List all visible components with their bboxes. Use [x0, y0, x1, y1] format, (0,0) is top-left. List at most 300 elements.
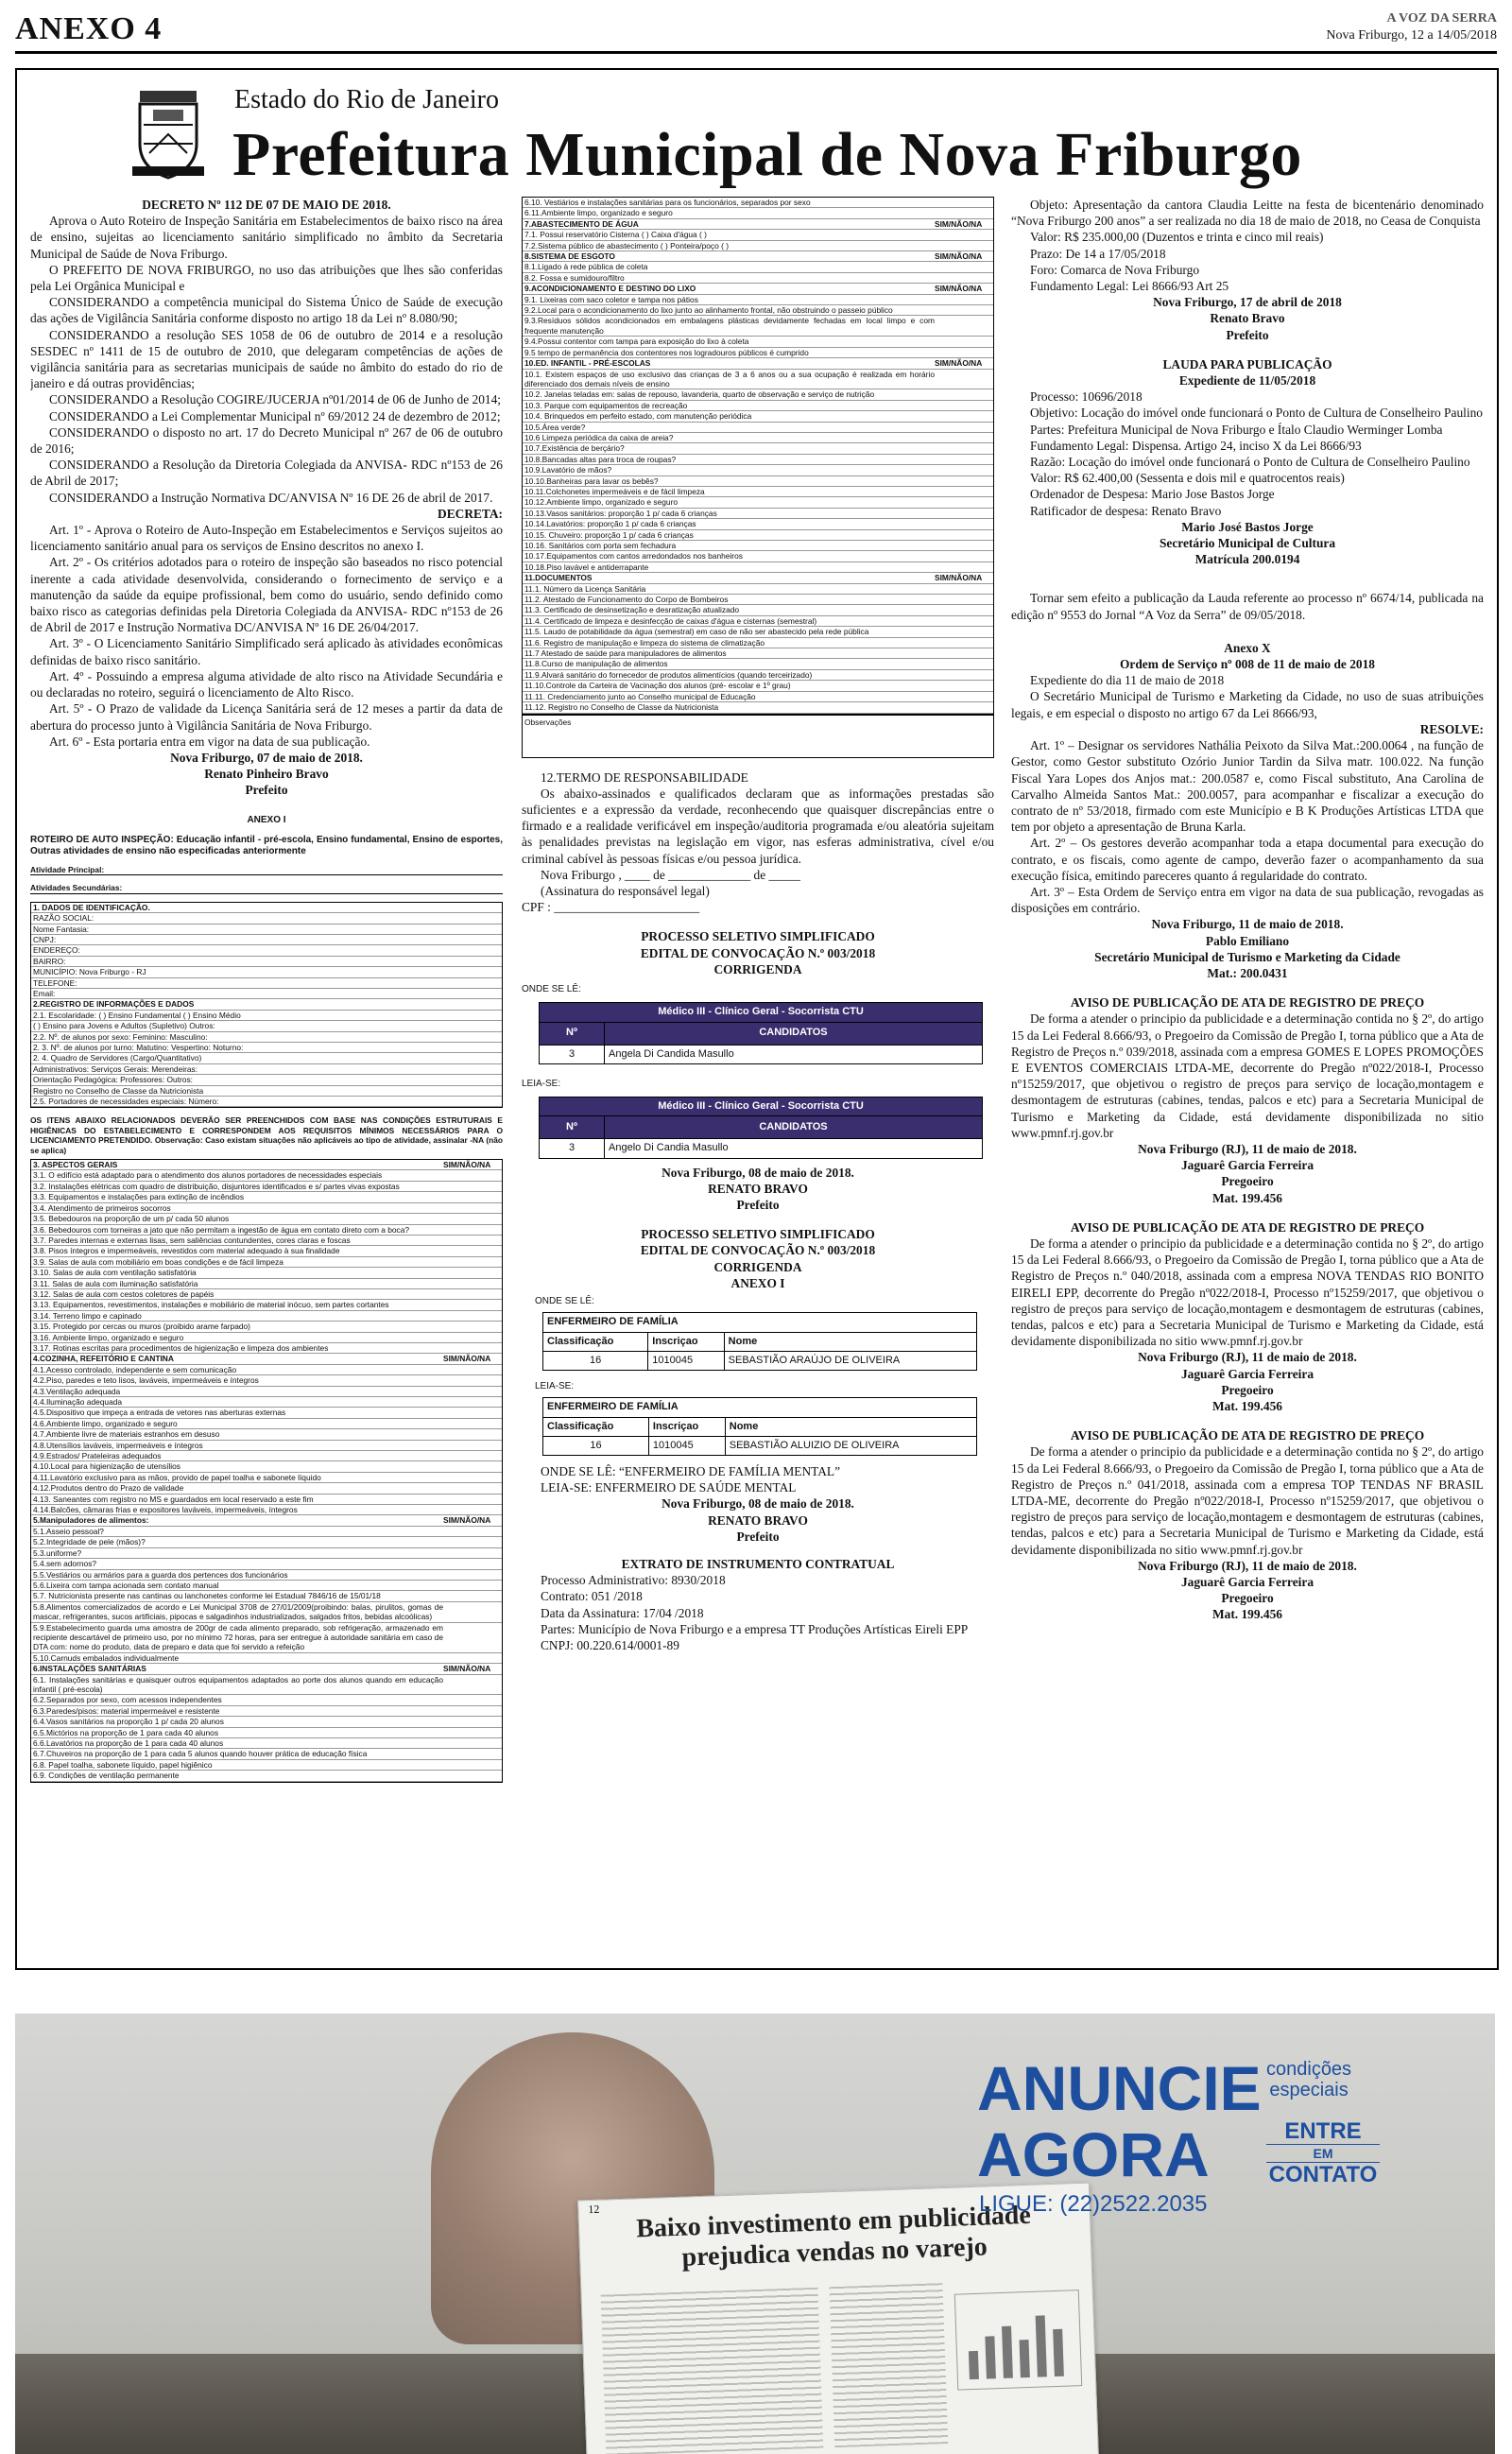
checklist-row [31, 1257, 502, 1268]
checklist-row [523, 605, 993, 615]
checklist-row [523, 316, 993, 337]
checklist-item-status [443, 1581, 500, 1590]
aviso2-title: AVISO DE PUBLICAÇÃO DE ATA DE REGISTRO DE PREÇO [1070, 1219, 1425, 1235]
checklist-item-status [935, 659, 991, 668]
form-row: Orientação Pedagógica: Professores: Outros: [31, 1075, 502, 1085]
checklist-item-label: 9.1. Lixeiras com saco coletor e tampa nos pátios [524, 294, 698, 304]
checklist-item-label: 3.15. Protegido por cercas ou muros (proibido arame farpado) [33, 1322, 250, 1332]
checklist-item-label: 3.6. Bebedouros com torneiras a jato que não permitam a ingestão de água em contato direto com a boca? [33, 1224, 410, 1235]
checklist-item-status [443, 1375, 500, 1385]
decree-title: DECRETO Nº 112 DE 07 DE MAIO DE 2018. [142, 198, 391, 212]
checklist-item-status [935, 497, 991, 507]
ps1-signer: RENATO BRAVO [708, 1181, 808, 1196]
form-row: 1. DADOS DE IDENTIFICAÇÃO. [31, 903, 502, 913]
checklist-row [31, 1548, 502, 1559]
checklist-item-status [443, 1408, 500, 1417]
checklist-row [523, 530, 993, 541]
ad-newspaper-headline: Baixo investimento em publicidade prejudica vendas no varejo [635, 2200, 1032, 2273]
checklist-item-status [443, 1728, 500, 1737]
checklist-item-status [935, 648, 991, 658]
checklist-item-label: 8.1.Ligado à rede pública de coleta [524, 262, 648, 272]
checklist-item-label: 6.5.Mictórios na proporção de 1 para cada 40 alunos [33, 1727, 219, 1737]
checklist-item-label: 6.8. Papel toalha, sabonete líquido, papel higiênico [33, 1759, 213, 1770]
obj-date: Nova Friburgo, 17 de abril de 2018 [1153, 295, 1342, 310]
ps1-corrigenda: CORRIGENDA [713, 961, 802, 976]
checklist-row [523, 455, 993, 465]
checklist-item-status [443, 1311, 500, 1321]
checklist-item-status [935, 519, 991, 528]
checklist-row [31, 1738, 502, 1749]
ps1-row-num: 3 [540, 1139, 605, 1158]
checklist-item-label: 4.9.Estrados/ Prateleiras adequados [33, 1451, 162, 1461]
checklist-item-status: SIM/NÃO/NA [443, 1160, 491, 1170]
checklist-row [523, 208, 993, 218]
checklist-item-label: 5.6.Lixeira com tampa acionada sem contato manual [33, 1580, 219, 1590]
checklist-item-status [443, 1483, 500, 1493]
checklist-item-status [935, 262, 991, 271]
checklist-item-label: 11.12. Registro no Conselho de Classe da Nutricionista [524, 702, 719, 713]
ps2-col-insc: Inscriçao [648, 1417, 725, 1436]
checklist-item-label: 7.1. Possui reservatório Cisterna ( ) Caixa d'água ( ) [524, 230, 707, 240]
ps1-col-candidatos: CANDIDATOS [605, 1116, 983, 1139]
checklist-item-label: 5.4.sem adornos? [33, 1559, 97, 1569]
form-row: Email: [31, 989, 502, 999]
extrato-line: CNPJ: 00.220.614/0001-89 [541, 1638, 679, 1653]
checklist-box [30, 1159, 503, 1783]
decree-articles [30, 522, 503, 750]
checklist-item-label: 4.13. Saneantes com registro no MS e guardados em local reservado a este fim [33, 1494, 314, 1504]
ps2-col-insc: Inscriçao [648, 1332, 724, 1351]
checklist-row [523, 295, 993, 305]
checklist-item-label: 10.16. Sanitários com porta sem fechadura [524, 541, 677, 550]
ordem-article: Art. 2º – Os gestores deverão acompanhar toda a etapa documental para execução do contrato, e os fiscais, como agente de campo, deverão fazer o acompanhamento da sua execução física, emitindo pareceres quanto á regularidade do contrato. [1011, 836, 1484, 883]
checklist-row [31, 1203, 502, 1214]
checklist-item-label: 11.7 Atestado de saúde para manipuladores de alimentos [524, 648, 727, 659]
ps2-onde-text: ONDE SE LÊ: “ENFERMEIRO DE FAMÍLIA MENTAL” [541, 1464, 841, 1479]
checklist-row [31, 1515, 502, 1526]
checklist-item-label: 9.4.Possui contentor com tampa para exposição do lixo à coleta [524, 337, 749, 347]
lauda-line: Objetivo: Locação do imóvel onde funcionará o Ponto de Cultura de Conselheiro Paulino [1030, 406, 1483, 421]
aviso1-date: Nova Friburgo (RJ), 11 de maio de 2018. [1138, 1141, 1357, 1156]
aviso1-mat: Mat. 199.456 [1211, 1190, 1282, 1205]
checklist-item-label: 11.5. Laudo de potabilidade da água (semestral) em caso de não ser abastecido pela rede pública [524, 627, 869, 637]
checklist-item-status [935, 316, 991, 336]
ad-phone[interactable]: LIGUE: (22)2522.2035 [979, 2191, 1208, 2217]
checklist-item-label: 4.8.Utensílios laváveis, impermeáveis e íntegros [33, 1440, 203, 1450]
checklist-item-label: 4.6.Ambiente limpo, organizado e seguro [33, 1418, 178, 1428]
checklist-item-label: 5.1.Asseio pessoal? [33, 1526, 104, 1536]
checklist-item-status [935, 305, 991, 315]
checklist-item-label: 6.INSTALAÇÕES SANITÁRIAS [33, 1664, 146, 1674]
form-row: 2.REGISTRO DE INFORMAÇÕES E DADOS [31, 999, 502, 1010]
newspaper-name: A VOZ DA SERRA [1386, 11, 1497, 26]
ordem-title: Ordem de Serviço nº 008 de 11 de maio de 2018 [1120, 657, 1375, 672]
lauda-title: LAUDA PARA PUBLICAÇÃO [1162, 356, 1332, 372]
form-row: RAZÃO SOCIAL: [31, 913, 502, 924]
checklist-item-label: 6.6.Lavatórios na proporção de 1 para cada 40 alunos [33, 1738, 224, 1749]
ps2-cell: 16 [543, 1436, 649, 1455]
checklist-item-label: 3. ASPECTOS GERAIS [33, 1160, 118, 1170]
lauda-line: Processo: 10696/2018 [1030, 389, 1143, 405]
checklist-item-status [935, 670, 991, 680]
decree-article: Art. 1º - Aprova o Roteiro de Auto-Inspeção em Estabelecimentos e Serviços sujeitos ao licenciamento sanitário anual para os serviços de Ensino descritos no anexo I. [30, 523, 503, 554]
checklist-item-label: 10.6 Limpeza periódica da caixa de areia? [524, 432, 674, 442]
checklist-row [31, 1675, 502, 1696]
checklist-row [31, 1451, 502, 1461]
checklist-item-label: 3.3. Equipamentos e instalações para extinção de incêndios [33, 1192, 245, 1202]
obj-signer: Renato Bravo [1210, 311, 1285, 326]
aviso2-role: Pregoeiro [1221, 1382, 1274, 1397]
checklist-item-status: SIM/NÃO/NA [935, 251, 983, 262]
checklist-item-status [443, 1343, 500, 1353]
annex-i-title: ANEXO I [247, 814, 286, 825]
ad-entre-em-contato [1266, 2119, 1380, 2187]
decree-signer-role: Prefeito [245, 783, 288, 798]
checklist-row [31, 1365, 502, 1375]
checklist-row [523, 573, 993, 583]
checklist-item-status [935, 198, 991, 207]
checklist-item-label: 4.4.Iluminação adequada [33, 1397, 123, 1408]
decree-article: Art. 4º - Possuindo a empresa alguma atividade de alto risco na Atividade Secundária e ou declaradas no roteiro, seguirá o licenciamento de Alto Risco. [30, 668, 503, 700]
decree-paragraph: CONSIDERANDO a Resolução da Diretoria Colegiada da ANVISA- RDC nº153 de 26 de Abril de 2017; [30, 458, 503, 489]
checklist-item-label: 3.11. Salas de aula com iluminação satisfatória [33, 1278, 198, 1288]
checklist-row [31, 1322, 502, 1332]
form-row: 2. 4. Quadro de Servidores (Cargo/Quantitativo) [31, 1053, 502, 1063]
aviso3-role: Pregoeiro [1221, 1591, 1274, 1606]
ps1-col-num: Nº [540, 1116, 605, 1139]
form-row: MUNICÍPIO: Nova Friburgo - RJ [31, 967, 502, 977]
checklist-row [31, 1653, 502, 1664]
checklist-item-status [443, 1771, 500, 1780]
prefeitura-title: Prefeitura Municipal de Nova Friburgo [232, 120, 1302, 189]
checklist-row [31, 1397, 502, 1408]
checklist-row [523, 262, 993, 272]
checklist-item-label: 6.4.Vasos sanitários na proporção 1 p/ cada 20 alunos [33, 1717, 224, 1727]
checklist-item-status [443, 1559, 500, 1568]
checklist-item-label: 5.2.Integridade de pele (mãos)? [33, 1537, 146, 1547]
checklist-item-status [443, 1397, 500, 1407]
checklist-item-status [935, 241, 991, 251]
ad-cond-line1: condições [1266, 2059, 1352, 2080]
ordem-article: Art. 1º – Designar os servidores Nathália Peixoto da Silva Mat.:200.0064 , na função de Gestor, como Gestor substituto Ozório Junior Tardin da Silva matr. 100.022. Na função Fiscal Yara Lopes dos Anjos mat.: 200.0587 e, como Fiscal substituto, Ana Carolina de Carvalho Almeida Santos Mat.: 200.0057, para acompanhar e fiscalizar a execução do contrato de nº 53/2018, firmado com este Município e B K Produções Artísticas LTDA que tem por objeto a apresentação de Bruna Karla. [1011, 738, 1484, 835]
column-decree [30, 197, 503, 1961]
checklist-row [523, 389, 993, 400]
form-row: 2.2. Nº. de alunos por sexo: Feminino: Masculino: [31, 1032, 502, 1043]
checklist-item-status [443, 1203, 500, 1213]
ps1-table-wrong [539, 1002, 983, 1063]
checklist-row [523, 273, 993, 284]
ps2-col-nome: Nome [724, 1332, 976, 1351]
form-row: 2.5. Portadores de necessidades especiais: Número: [31, 1097, 502, 1107]
checklist-item-label: 7.2.Sistema público de abastecimento ( ) Ponteira/poço ( ) [524, 240, 729, 251]
checklist-row [523, 638, 993, 648]
checklist-continued [522, 197, 994, 715]
checklist-item-status [443, 1602, 500, 1622]
checklist-row [523, 251, 993, 262]
checklist-row [523, 616, 993, 627]
checklist-item-status [935, 638, 991, 648]
checklist-item-status [443, 1738, 500, 1748]
checklist-row [31, 1429, 502, 1440]
checklist-row [523, 541, 993, 551]
checklist-row [31, 1354, 502, 1364]
checklist-row [31, 1760, 502, 1771]
lauda-line: Razão: Locação do imóvel onde funcionará o Ponto de Cultura de Conselheiro Paulino [1030, 455, 1470, 470]
ps2-cell: SEBASTIÃO ARAÚJO DE OLIVEIRA [724, 1351, 976, 1370]
checklist-item-label: 5.7. Nutricionista presente nas cantinas ou lanchonetes conforme lei Estadual 7846/16 de 15/01/18 [33, 1591, 381, 1601]
checklist-row [31, 1408, 502, 1418]
checklist-item-label: 4.1.Acesso controlado, independente e sem comunicação [33, 1364, 237, 1374]
checklist-row [31, 1268, 502, 1278]
checklist-row [523, 465, 993, 475]
checklist-item-status [443, 1182, 500, 1191]
checklist-row [523, 219, 993, 230]
checklist-item-status [935, 455, 991, 464]
checklist-item-label: 10.5.Área verde? [524, 422, 586, 432]
extrato-lines [522, 1572, 994, 1653]
checklist-row [31, 1311, 502, 1322]
checklist-item-status [935, 605, 991, 614]
checklist-row [31, 1182, 502, 1192]
checklist-item-status [443, 1236, 500, 1245]
checklist-item-status [443, 1527, 500, 1536]
lauda-line: Fundamento Legal: Dispensa. Artigo 24, inciso X da Lei 8666/93 [1030, 438, 1362, 453]
checklist-item-label: 3.2. Instalações elétricas com quadro de distribuição, disjuntores identificados e s/ partes vivas expostas [33, 1181, 400, 1191]
aviso1-title: AVISO DE PUBLICAÇÃO DE ATA DE REGISTRO DE PREÇO [1070, 995, 1425, 1011]
checklist-item-label: 10.8.Bancadas altas para troca de roupas? [524, 454, 677, 464]
extrato-title: EXTRATO DE INSTRUMENTO CONTRATUAL [621, 1557, 895, 1572]
checklist-row [31, 1387, 502, 1397]
aviso3-text: De forma a atender o principio da publicidade e a determinação contida no § 2º, do artigo 15 da Lei Federal 8.666/93, o Pregoeiro da Comissão de Pregão I, torna público que a Ata de Registro de Preços n.º 041/2018, assinada com a empresa TOP TENDAS NF BRASIL LTDA-ME, decorrente do Pregão nº022/2018-I, Processo nº15259/2017, que objetivou o registro de preços para serviço de locação,montagem e desmontagem de estruturas (cabines, tendas, palcos e etc) para a Secretaria Municipal de Turismo e Marketing da Cidade, está devidamente disponibilizada no sitio www.pmnf.rj.gov.br [1011, 1444, 1484, 1557]
checklist-item-label: 4.11.Lavatório exclusivo para as mãos, provido de papel toalha e sabonete líquido [33, 1472, 321, 1482]
ordem-article: Art. 3º – Esta Ordem de Serviço entra em vigor na data de sua publicação, revogadas as disposições em contrário. [1011, 884, 1484, 916]
checklist-row [523, 497, 993, 508]
checklist-row [31, 1333, 502, 1343]
checklist-row [523, 198, 993, 208]
checklist-item-label: 5.10.Carnuds embalados individualmente [33, 1652, 180, 1663]
ps1-table-header: Médico III - Clínico Geral - Socorrista CTU [540, 1003, 983, 1022]
decree-sign-date: Nova Friburgo, 07 de maio de 2018. [170, 750, 363, 765]
checklist-item-status [443, 1279, 500, 1288]
checklist-row [31, 1441, 502, 1451]
checklist-item-status [935, 541, 991, 550]
checklist-item-label: 11.4. Certificado de limpeza e desinfecção de caixas d'água e cisternas (semestral) [524, 615, 817, 626]
checklist-item-label: 3.5. Bebedouros na proporção de um p/ cada 50 alunos [33, 1214, 230, 1224]
checklist-item-status [935, 337, 991, 346]
extrato-line: Contrato: 051 /2018 [541, 1589, 643, 1604]
checklist-row [523, 562, 993, 573]
contract-object-line: Foro: Comarca de Nova Friburgo [1030, 262, 1200, 277]
ps1-leia-se: LEIA-SE: [522, 1078, 561, 1089]
checklist-item-label: 10.10.Banheiras para lavar os bebês? [524, 475, 659, 486]
extrato-line: Processo Administrativo: 8930/2018 [541, 1573, 726, 1588]
observacoes-box: Observações [522, 715, 994, 758]
checklist-row [31, 1236, 502, 1246]
checklist-item-status [443, 1653, 500, 1663]
checklist-row [523, 423, 993, 433]
ps2-role: Prefeito [736, 1529, 780, 1544]
decree-paragraph: CONSIDERANDO a Lei Complementar Municipal nº 69/2012 24 de dezembro de 2012; [49, 408, 501, 423]
decree-article: Art. 6º - Esta portaria entra em vigor na data de sua publicação. [49, 734, 370, 749]
form-row: 2. 3. Nº. de alunos por turno: Matutino: Vespertino: Noturno: [31, 1043, 502, 1053]
decree-article: Art. 2º - Os critérios adotados para o roteiro de inspeção são baseados no risco potencial inerente a cada atividade desenvolvida, considerando o fornecimento de serviço e a manutenção da saúde da equipe profissional, bem como do usuário, sendo definido como baixo risco as categorias definidas pela Diretoria Colegiada da ANVISA- RDC nº153 de 26 de Abril de 2017 e Instrução Normativa DC/ANVISA Nº 16 DE 26/04/2017. [30, 555, 503, 635]
checklist-item-status [443, 1537, 500, 1547]
checklist-item-label: 6.1. Instalações sanitárias e quaisquer outros equipamentos adaptados ao porte dos alunos quando em educação infantil ( pré-escola) [33, 1674, 443, 1694]
checklist-item-label: 11.3. Certificado de desinsetização e desratização atualizado [524, 605, 740, 615]
checklist-item-label: 6.3.Paredes/pisos: material impermeável e resistente [33, 1705, 220, 1716]
ps2-col-class: Classificação [543, 1417, 649, 1436]
termo-text: Os abaixo-assinados e qualificados declaram que as informações prestadas são suficientes e a expressão da verdade, reconhecendo que quaisquer discrepâncias entre o firmado e a realidade verificável em inspeção/auditoria programada e/ou aleatória sujeitam às penalidades previstas na legislação em vigor, nas esferas administrativa, cível e/ou criminal cabível às pessoas físicas e/ou pessoa jurídica. [522, 786, 994, 866]
decree-paragraph: CONSIDERANDO a competência municipal do Sistema Único de Saúde de execução das ações de Vigilância Sanitária conforme disposto no artigo 18 da Lei nº 8.080/90; [30, 295, 503, 326]
ordem-annex: Anexo X [1224, 640, 1271, 655]
ps1-row-num: 3 [540, 1045, 605, 1063]
checklist-row [523, 443, 993, 454]
checklist-item-label: 5.3.uniforme? [33, 1547, 82, 1558]
checklist-row [31, 1537, 502, 1547]
ordem-articles [1011, 737, 1484, 916]
form-row: ( ) Ensino para Jovens e Adultos (Supletivo) Outros: [31, 1021, 502, 1031]
form-row: TELEFONE: [31, 978, 502, 989]
contract-object-lines [1011, 197, 1484, 294]
checklist-item-status [443, 1268, 500, 1277]
decree-paragraphs [30, 213, 503, 506]
checklist-item-label: 10.17.Equipamentos com cantos arredondados nos banheiros [524, 551, 743, 562]
column-notices [1011, 197, 1484, 1961]
checklist-item-label: 11.8.Curso de manipulação de alimentos [524, 659, 668, 669]
lauda-signer: Mario José Bastos Jorge [1181, 519, 1314, 534]
ps1-date: Nova Friburgo, 08 de maio de 2018. [662, 1165, 854, 1180]
ps2-table-header: ENFERMEIRO DE FAMÍLIA [543, 1313, 977, 1332]
ps2-col-nome: Nome [725, 1417, 976, 1436]
checklist-row [31, 1495, 502, 1505]
aviso3-title: AVISO DE PUBLICAÇÃO DE ATA DE REGISTRO DE PREÇO [1070, 1428, 1425, 1443]
checklist-row [31, 1527, 502, 1537]
aviso2-signer: Jaguarê Garcia Ferreira [1180, 1366, 1314, 1381]
checklist-row [523, 627, 993, 637]
atividades-secundarias: Atividades Secundárias: [30, 883, 503, 893]
checklist-item-label: 11.6. Registro de manipulação e limpeza do sistema de climatização [524, 637, 765, 648]
checklist-item-label: 11.11. Credenciamento junto ao Conselho municipal de Educação [524, 691, 756, 701]
decree-article: Art. 3º - O Licenciamento Sanitário Simplificado será aplicado às atividades econômicas definidas de baixo risco sanitário. [30, 636, 503, 667]
ordem-matricula: Mat.: 200.0431 [1207, 965, 1288, 980]
checklist-item-status: SIM/NÃO/NA [935, 358, 983, 369]
ps2-signer: RENATO BRAVO [708, 1512, 808, 1528]
checklist-item-status [443, 1675, 500, 1695]
checklist-item-label: 4.5.Dispositivo que impeça a entrada de vetores nas aberturas externas [33, 1408, 286, 1418]
checklist-item-label: 10.15. Chuveiro: proporção 1 p/ cada 6 crianças [524, 529, 694, 540]
checklist-item-label: 4.COZINHA, REFEITÓRIO E CANTINA [33, 1354, 174, 1364]
annex-label: ANEXO 4 [15, 11, 163, 46]
lauda-line: Ordenador de Despesa: Mario Jose Bastos Jorge [1030, 487, 1275, 502]
checklist-item-label: 8.SISTEMA DE ESGOTO [524, 251, 615, 262]
decree-paragraph: O PREFEITO DE NOVA FRIBURGO, no uso das atribuições que lhes são conferidas pela Lei Orgânica Municipal e [30, 262, 503, 294]
ordem-date: Nova Friburgo, 11 de maio de 2018. [1151, 917, 1344, 932]
checklist-row [523, 670, 993, 681]
checklist-item-label: 10.12.Ambiente limpo, organizado e seguro [524, 497, 679, 508]
lauda-line: Ratificador de despesa: Renato Bravo [1030, 503, 1222, 518]
extrato-line: Data da Assinatura: 17/04 /2018 [541, 1605, 704, 1620]
checklist-row [31, 1343, 502, 1354]
checklist-item-status [935, 476, 991, 486]
checklist-row [523, 230, 993, 240]
decree-signer: Renato Pinheiro Bravo [204, 767, 329, 782]
checklist-item-status [935, 423, 991, 432]
ordem-expediente: Expediente do dia 11 de maio de 2018 [1030, 673, 1225, 688]
checklist-item-status [443, 1451, 500, 1460]
checklist-item-label: 9.5 tempo de permanência dos contentores nos logradouros públicos é cumprido [524, 347, 809, 357]
municipal-crest-icon [130, 87, 206, 181]
form-row: Administrativos: Serviços Gerais: Merendeiras: [31, 1064, 502, 1075]
checklist-item-status [935, 208, 991, 217]
newspaper-date: Nova Friburgo, 12 a 14/05/2018 [1326, 28, 1497, 43]
checklist-item-status [443, 1257, 500, 1267]
checklist-row [31, 1170, 502, 1181]
termo-signature: (Assinatura do responsável legal) [541, 883, 710, 898]
checklist-item-label: 10.1. Existem espaços de uso exclusivo das crianças de 3 a 6 anos ou a sua ocupação é realizada em horário diferenciado dos demais níveis de ensino [524, 369, 935, 389]
ad-cond-line2: especiais [1269, 2080, 1349, 2100]
decreta-label: DECRETA: [438, 506, 503, 521]
decree-paragraph: CONSIDERANDO o disposto no art. 17 do Decreto Municipal nº 267 de 06 de outubro de 2016; [30, 424, 503, 457]
ad-contato: CONTATO [1268, 2162, 1378, 2187]
checklist-item-label: 10.7.Existência de berçário? [524, 443, 625, 454]
ps2-table-right [542, 1397, 977, 1456]
lauda-role: Secretário Municipal de Cultura [1159, 536, 1336, 551]
checklist-item-status [443, 1225, 500, 1235]
checklist-item-label: 4.12.Produtos dentro do Prazo de validade [33, 1483, 184, 1494]
lauda-line: Valor: R$ 62.400,00 (Sessenta e dois mil e quatrocentos reais) [1030, 471, 1345, 486]
checklist-row [523, 370, 993, 390]
checklist-item-status [443, 1505, 500, 1514]
ps1-row-name: Angela Di Candida Masullo [605, 1045, 983, 1063]
checklist-item-label: 4.2.Piso, paredes e teto lisos, laváveis, impermeáveis e íntegros [33, 1375, 259, 1386]
checklist-item-status [443, 1623, 500, 1652]
ordem-role: Secretário Municipal de Turismo e Marketing da Cidade [1094, 949, 1400, 964]
form-row: ENDEREÇO: [31, 945, 502, 956]
checklist-item-label: 5.8.Alimentos comercializados de acordo e Lei Municipal 3708 de 27/01/2009(proibindo: balas, pirulitos, gomas de mascar, refrigerantes, sucos artificiais, pipocas e salgadinhos industrializados, salgados fritos, bebidas alcoólicas) [33, 1601, 443, 1622]
checklist-item-label: 11.1. Número da Licença Sanitária [524, 583, 646, 594]
identification-box [30, 902, 503, 1109]
advertisement-banner[interactable] [15, 2013, 1495, 2454]
checklist-item-status [443, 1170, 500, 1180]
atividade-principal: Atividade Principal: [30, 865, 503, 875]
checklist-item-status [443, 1246, 500, 1255]
ps1-col-candidatos: CANDIDATOS [605, 1022, 983, 1045]
checklist-row [31, 1461, 502, 1472]
checklist-item-status [935, 487, 991, 496]
checklist-row [523, 595, 993, 605]
checklist-item-status [935, 370, 991, 389]
checklist-item-status: SIM/NÃO/NA [443, 1664, 491, 1674]
termo-title: 12.TERMO DE RESPONSABILIDADE [541, 769, 748, 785]
page-header [15, 9, 1497, 54]
ps1-row-name: Angelo Di Candia Masullo [605, 1139, 983, 1158]
aviso3-signer: Jaguarê Garcia Ferreira [1180, 1575, 1314, 1590]
official-publication-frame [15, 68, 1499, 1970]
checklist-row [31, 1602, 502, 1623]
checklist-row [523, 659, 993, 669]
checklist-item-status [443, 1548, 500, 1558]
checklist-row [523, 348, 993, 358]
checklist-item-label: 5.Manipuladores de alimentos: [33, 1515, 149, 1526]
checklist-item-label: 10.2. Janelas teladas em: salas de repouso, lavanderia, quarto de observação e serviço de nutrição [524, 389, 875, 400]
ps2-cell: 16 [543, 1351, 648, 1370]
checklist-item-status [443, 1387, 500, 1396]
ps1-edital: EDITAL DE CONVOCAÇÃO N.º 003/2018 [640, 945, 876, 960]
checklist-item-label: 10.9.Lavatório de mãos? [524, 465, 612, 475]
checklist-item-status [443, 1473, 500, 1482]
checklist-row [523, 476, 993, 487]
checklist-item-label: 3.1. O edifício está adaptado para o atendimento dos alunos portadores de necessidades especiais [33, 1170, 383, 1181]
